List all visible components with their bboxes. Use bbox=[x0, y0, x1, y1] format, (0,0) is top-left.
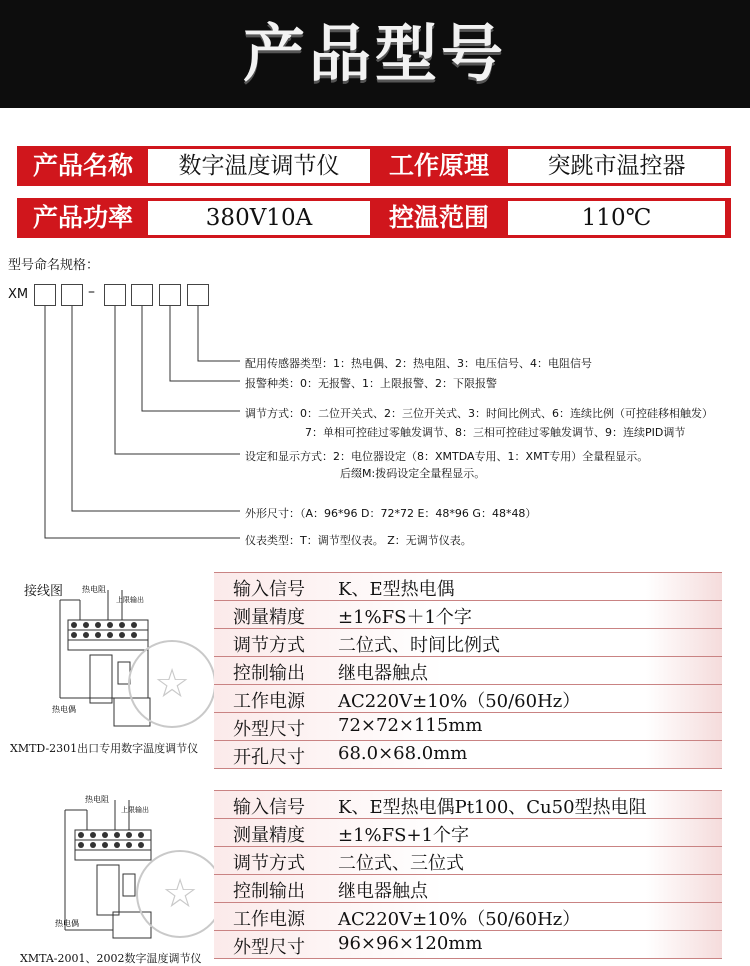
spec-value-range: 110℃ bbox=[508, 201, 725, 235]
table-key: 输入信号 bbox=[233, 579, 305, 600]
table-key: 调节方式 bbox=[233, 635, 305, 656]
annotation-display-mode: 设定和显示方式：2：电位器设定（8：XMTDA专用、1：XMT专用）全量程显示。 bbox=[245, 450, 649, 463]
table-value: 96×96×120mm bbox=[338, 933, 483, 954]
annotation-instrument-type: 仪表类型：T：调节型仪表。 Z：无调节仪表。 bbox=[245, 534, 472, 547]
table-row bbox=[214, 931, 722, 959]
code-dash: – bbox=[88, 284, 95, 300]
table-key: 输入信号 bbox=[233, 797, 305, 818]
model-prefix: XM bbox=[8, 287, 29, 302]
table-key: 外型尺寸 bbox=[233, 937, 305, 958]
annotation-suffix: 后缀M:拨码设定全量程显示。 bbox=[340, 467, 486, 480]
device-caption-2: XMTA-2001、2002数字温度调节仪 bbox=[20, 952, 202, 965]
table-key: 开孔尺寸 bbox=[233, 747, 305, 768]
table-row bbox=[214, 629, 722, 657]
table-value: 二位式、三位式 bbox=[338, 853, 464, 874]
star-watermark: ☆ bbox=[128, 640, 216, 728]
annotation-control-mode: 调节方式：0：二位开关式、2：三位开关式、3：时间比例式、6：连续比例（可控硅移相触发） bbox=[245, 407, 713, 420]
table-row bbox=[214, 572, 722, 601]
star-watermark: ☆ bbox=[136, 850, 224, 938]
table-row bbox=[214, 790, 722, 819]
annotation-sensor-type: 配用传感器类型：1：热电偶、2：热电阻、3：电压信号、4：电阻信号 bbox=[245, 357, 592, 370]
wiring-diagram-label: 接线图 bbox=[24, 584, 64, 599]
table-value: 二位式、时间比例式 bbox=[338, 635, 500, 656]
table-row bbox=[214, 875, 722, 903]
annotation-alarm-type: 报警种类：0：无报警、1：上限报警、2：下限报警 bbox=[245, 377, 497, 390]
spec-value-principle: 突跳市温控器 bbox=[508, 149, 725, 183]
table-row bbox=[214, 685, 722, 713]
table-key: 工作电源 bbox=[233, 909, 305, 930]
diagram-label-upper-output: 上限输出 bbox=[116, 596, 144, 604]
spec-table-1 bbox=[214, 572, 722, 769]
table-key: 测量精度 bbox=[233, 607, 305, 628]
table-value: K、E型热电偶Pt100、Cu50型热电阻 bbox=[338, 797, 647, 818]
table-value: 继电器触点 bbox=[338, 663, 428, 684]
table-key: 调节方式 bbox=[233, 853, 305, 874]
table-key: 测量精度 bbox=[233, 825, 305, 846]
table-value: AC220V±10%（50/60Hz） bbox=[338, 691, 581, 712]
table-value: K、E型热电偶 bbox=[338, 579, 455, 600]
table-value: 72×72×115mm bbox=[338, 715, 483, 736]
table-row bbox=[214, 819, 722, 847]
table-key: 外型尺寸 bbox=[233, 719, 305, 740]
table-row bbox=[214, 657, 722, 685]
table-key: 控制输出 bbox=[233, 881, 305, 902]
table-row bbox=[214, 903, 722, 931]
spec-label-range: 控温范围 bbox=[388, 203, 489, 232]
annotation-dimensions: 外形尺寸：（A：96*96 D：72*72 E：48*96 G：48*48） bbox=[245, 507, 537, 520]
table-key: 控制输出 bbox=[233, 663, 305, 684]
table-value: ±1%FS＋1个字 bbox=[338, 607, 472, 628]
diagram-label-rtd: 热电阻 bbox=[82, 585, 106, 594]
table-value: AC220V±10%（50/60Hz） bbox=[338, 909, 581, 930]
table-row bbox=[214, 847, 722, 875]
table-row bbox=[214, 601, 722, 629]
spec-table-2 bbox=[214, 790, 722, 959]
table-row bbox=[214, 741, 722, 769]
table-row bbox=[214, 713, 722, 741]
spec-label-principle: 工作原理 bbox=[388, 151, 489, 180]
diagram-label-rtd: 热电阻 bbox=[85, 795, 109, 804]
diagram-label-thermocouple: 热电偶 bbox=[55, 919, 79, 928]
table-value: ±1%FS+1个字 bbox=[338, 825, 469, 846]
naming-title: 型号命名规格： bbox=[8, 258, 100, 273]
spec-label-power: 产品功率 bbox=[32, 203, 133, 232]
spec-value-power: 380V10A bbox=[148, 201, 370, 235]
device-caption-1: XMTD-2301出口专用数字温度调节仪 bbox=[10, 742, 199, 755]
table-key: 工作电源 bbox=[233, 691, 305, 712]
annotation-control-mode-cont: 7：单相可控硅过零触发调节、8：三相可控硅过零触发调节、9：连续PID调节 bbox=[305, 426, 686, 439]
page-title: 产品型号 bbox=[242, 17, 507, 90]
table-value: 继电器触点 bbox=[338, 881, 428, 902]
table-value: 68.0×68.0mm bbox=[338, 743, 468, 764]
spec-value-name: 数字温度调节仪 bbox=[148, 149, 370, 183]
spec-label-name: 产品名称 bbox=[32, 151, 133, 180]
diagram-label-thermocouple: 热电偶 bbox=[52, 705, 76, 714]
diagram-label-upper-output: 上限输出 bbox=[121, 806, 149, 814]
